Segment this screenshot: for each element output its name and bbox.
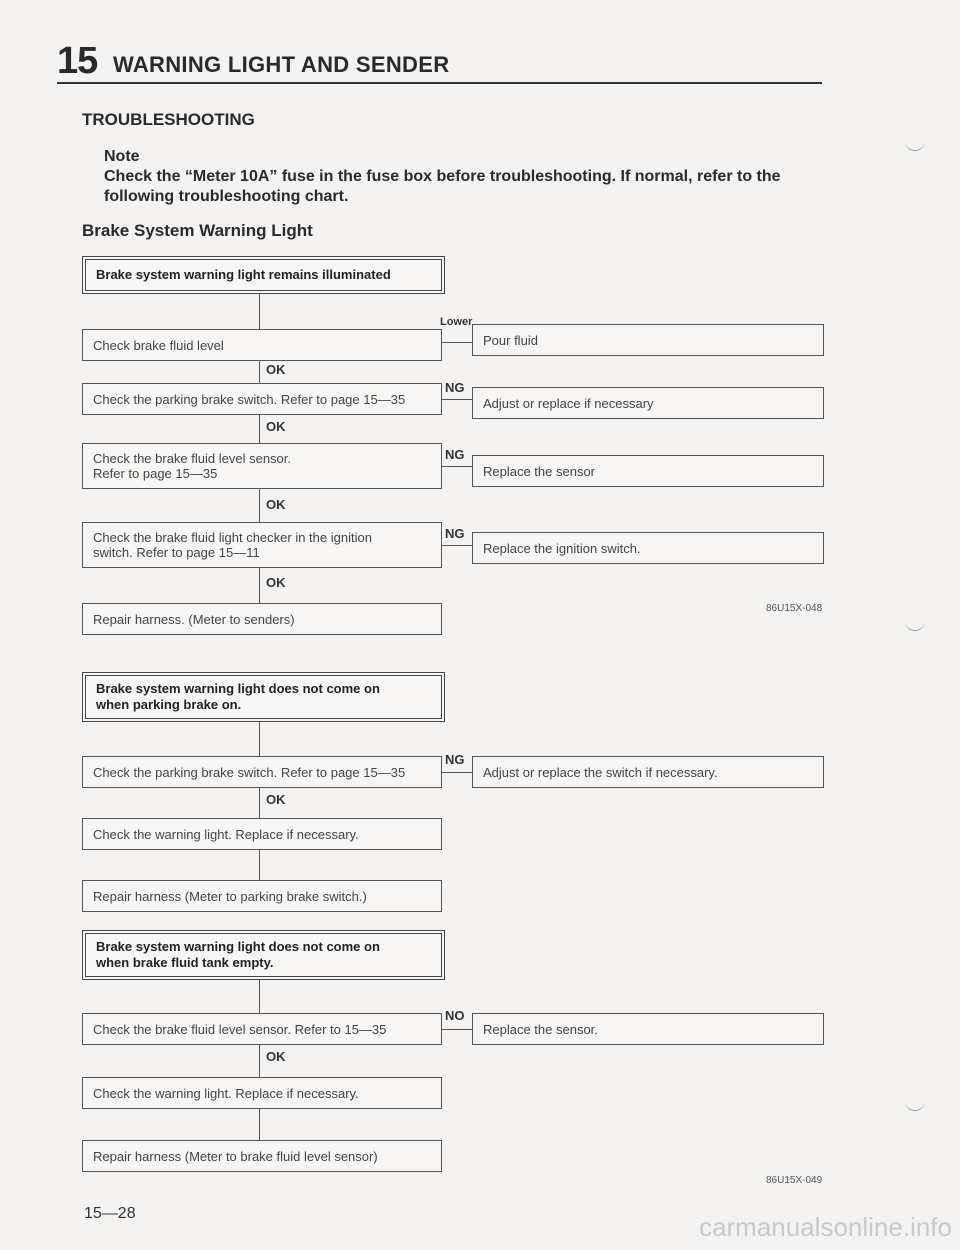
ok-label: OK (266, 792, 286, 807)
chart1-step-4: Check the brake fluid light checker in the ignition switch. Refer to page 15—11 (82, 522, 442, 568)
chart2-step-1: Check the parking brake switch. Refer to page 15—35 (82, 756, 442, 788)
connector (259, 980, 260, 1013)
ok-label: OK (266, 362, 286, 377)
chart1-action-2: Adjust or replace if necessary (472, 387, 824, 419)
branch-line (442, 342, 472, 343)
branch-line (442, 466, 472, 467)
ok-label: OK (266, 575, 286, 590)
margin-mark (905, 140, 925, 151)
connector (259, 489, 260, 522)
chart1-action-4: Replace the ignition switch. (472, 532, 824, 564)
margin-mark (905, 1100, 925, 1111)
chapter-title: WARNING LIGHT AND SENDER (113, 52, 450, 77)
chart3-step-2: Check the warning light. Replace if necessary. (82, 1077, 442, 1109)
chart3-action-1: Replace the sensor. (472, 1013, 824, 1045)
chart3-header: Brake system warning light does not come on when brake fluid tank empty. (82, 930, 445, 980)
branch-label: Lower (440, 316, 473, 328)
connector (259, 294, 260, 329)
branch-label: NG (445, 526, 465, 541)
note-label: Note (104, 148, 140, 165)
branch-label: NO (445, 1008, 465, 1023)
branch-label: NG (445, 447, 465, 462)
connector (259, 722, 260, 756)
connector (259, 850, 260, 880)
figure-code: 86U15X-049 (766, 1175, 823, 1186)
header-rule (57, 82, 822, 84)
ok-label: OK (266, 1049, 286, 1064)
chart2-header: Brake system warning light does not come on when parking brake on. (82, 672, 445, 722)
page-number: 15—28 (84, 1205, 136, 1222)
chapter-number: 15 (57, 40, 98, 82)
connector (259, 1045, 260, 1077)
branch-line (442, 772, 472, 773)
ok-label: OK (266, 419, 286, 434)
margin-mark (905, 620, 925, 631)
figure-code: 86U15X-048 (766, 603, 823, 614)
watermark: carmanualsonline.info (699, 1212, 952, 1242)
branch-line (442, 1029, 472, 1030)
section-title: TROUBLESHOOTING (82, 110, 255, 129)
connector (259, 788, 260, 818)
connector (259, 361, 260, 383)
chart1-header: Brake system warning light remains illuminated (82, 256, 445, 294)
note-text: Check the “Meter 10A” fuse in the fuse box before troubleshooting. If normal, refer to the following troubleshooting chart. (104, 168, 781, 205)
branch-label: NG (445, 752, 465, 767)
connector (259, 1109, 260, 1140)
chart2-step-2: Check the warning light. Replace if necessary. (82, 818, 442, 850)
connector (259, 415, 260, 443)
ok-label: OK (266, 497, 286, 512)
chart1-step-1: Check brake fluid level (82, 329, 442, 361)
branch-line (442, 545, 472, 546)
chart3-step-3: Repair harness (Meter to brake fluid level sensor) (82, 1140, 442, 1172)
chart1-step-2: Check the parking brake switch. Refer to page 15—35 (82, 383, 442, 415)
connector (259, 568, 260, 603)
subheading: Brake System Warning Light (82, 221, 313, 240)
branch-line (442, 399, 472, 400)
chart2-action-1: Adjust or replace the switch if necessary. (472, 756, 824, 788)
chart1-action-1: Pour fluid (472, 324, 824, 356)
chart1-step-3: Check the brake fluid level sensor. Refer to page 15—35 (82, 443, 442, 489)
chart3-step-1: Check the brake fluid level sensor. Refer to 15—35 (82, 1013, 442, 1045)
chart1-step-5: Repair harness. (Meter to senders) (82, 603, 442, 635)
branch-label: NG (445, 380, 465, 395)
chart1-action-3: Replace the sensor (472, 455, 824, 487)
chart2-step-3: Repair harness (Meter to parking brake switch.) (82, 880, 442, 912)
